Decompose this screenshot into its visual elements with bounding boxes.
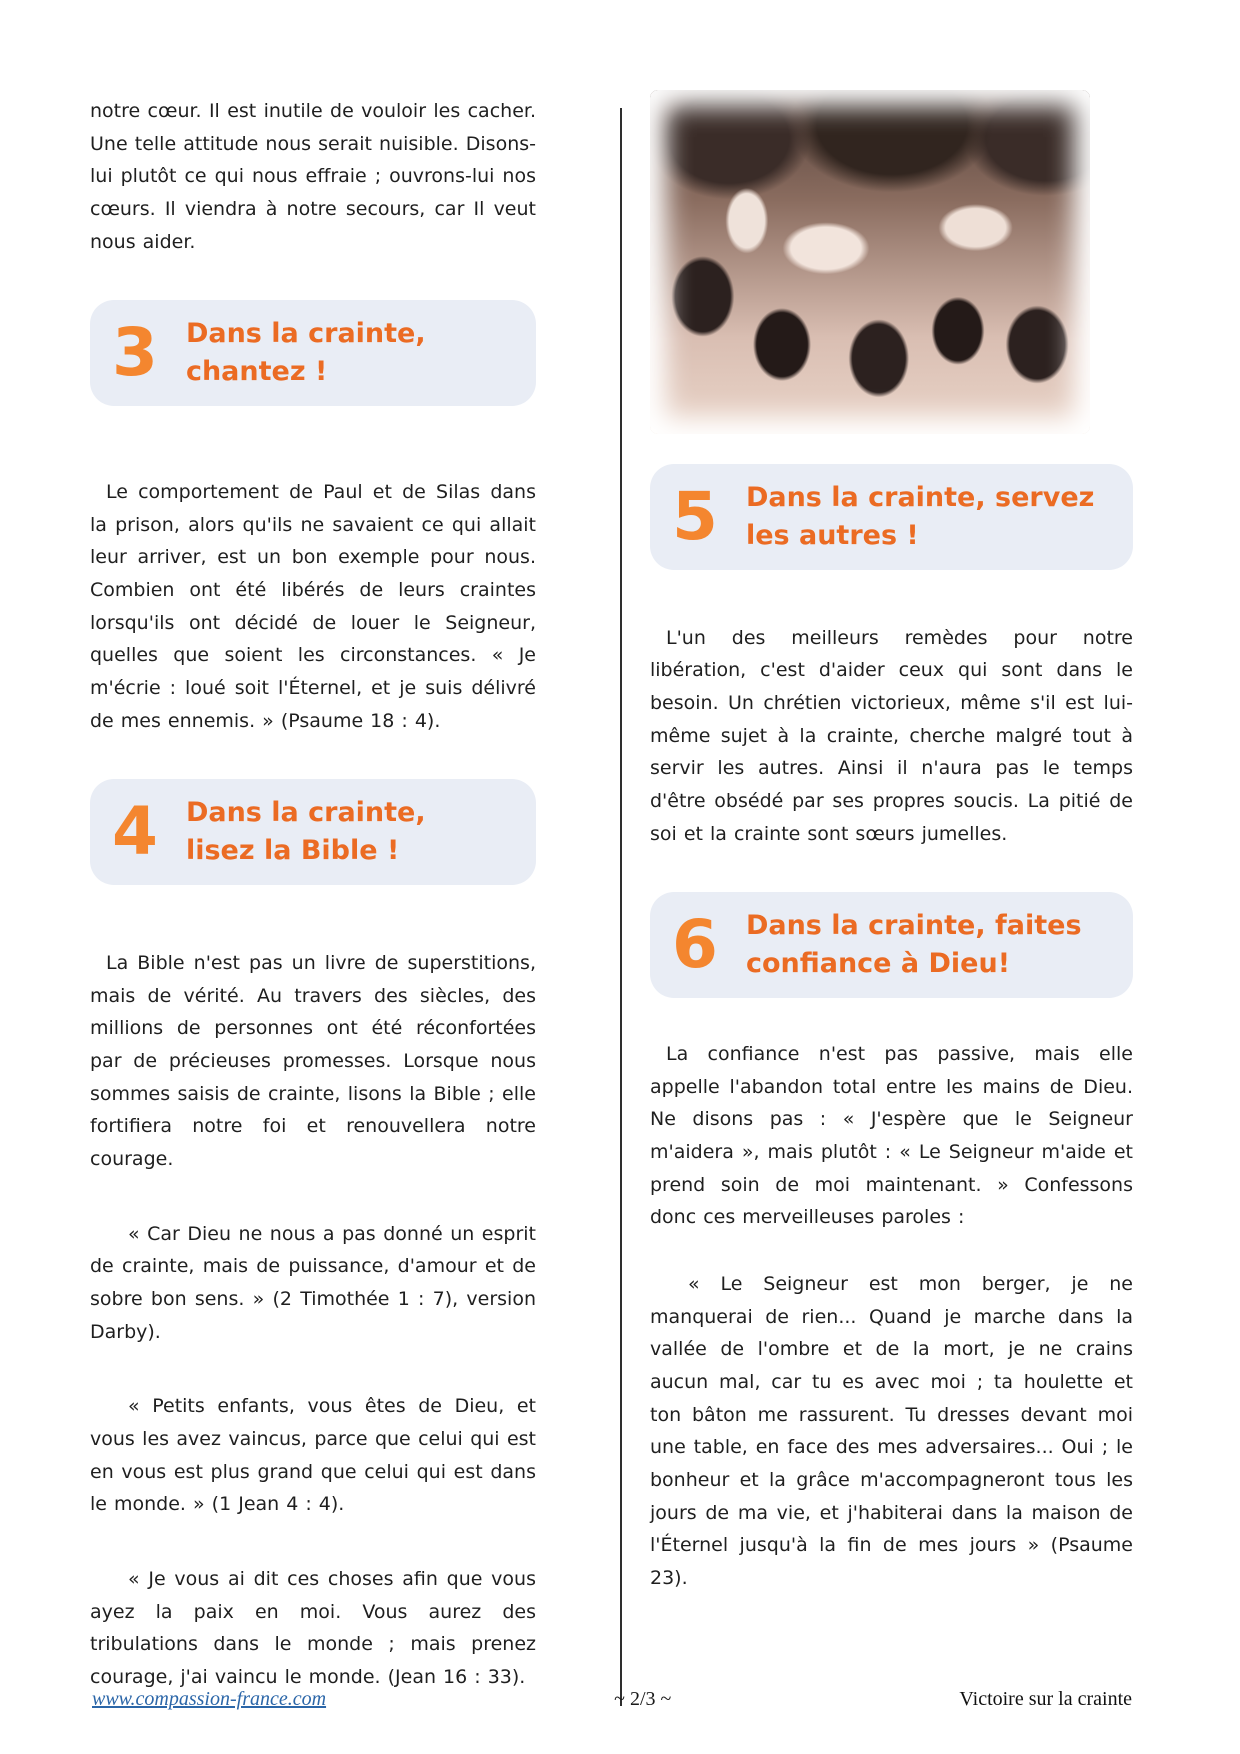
section-title-5-line2: les autres ! xyxy=(745,519,919,551)
body-paragraph: La Bible n'est pas un livre de superstitions, mais de vérité. Au travers des siècles, des millions de personnes ont été réconfortées par de précieuses promesses. Lorsque nous sommes saisis de crainte, lisons la Bible ; elle fortifiera notre foi et renouvellera notre courage. xyxy=(90,951,536,1170)
right-column xyxy=(650,90,1133,1637)
section-title-3 xyxy=(186,315,426,391)
left-column xyxy=(90,95,536,1736)
section-header-4 xyxy=(90,779,536,885)
intro-paragraph: notre cœur. Il est inutile de vouloir les cacher. Une telle attitude nous serait nuisible. Disons-lui plutôt ce qui nous effraie ; ouvrons-lui nos cœurs. Il viendra à notre secours, car Il veut nous aider. xyxy=(90,100,536,253)
section-number-3: 3 xyxy=(112,314,158,392)
body-paragraph: Le comportement de Paul et de Silas dans la prison, alors qu'ils ne savaient ce qui allait leur arriver, est un bon exemple pour nous. Combien ont été libérés de leurs craintes lorsqu'ils ont décidé de louer le Seigneur, quelles que soient les circonstances. « Je m'écrie : loué soit l'Éternel, et je suis délivré de mes ennemis. » (Psaume 18 : 4). xyxy=(90,480,536,732)
quote-paragraph: « Je vous ai dit ces choses afin que vous ayez la paix en moi. Vous aurez des tribulations dans le monde ; mais prenez courage, j'ai vaincu le monde. (Jean 16 : 33). xyxy=(90,1568,536,1689)
section-title-6 xyxy=(746,907,1082,983)
section-title-6-line2: confiance à Dieu! xyxy=(745,948,1011,980)
document-title: Victoire sur la crainte xyxy=(959,1688,1132,1710)
section-title-4 xyxy=(186,794,426,870)
section-title-4-line2: lisez la Bible ! xyxy=(185,835,400,867)
column-divider xyxy=(620,108,622,1706)
quote-paragraph: « Le Seigneur est mon berger, je ne manquerai de rien... Quand je marche dans la vallée de l'ombre et de la mort, je ne crains aucun mal, car tu es avec moi ; ta houlette et ton bâton me rassurent. Tu dresses devant moi une table, en face des mes adversaires... Oui ; le bonheur et la grâce m'accompagneront tous les jours de ma vie, et j'habiterai dans la maison de l'Éternel jusqu'à la fin de mes jours » (Psaume 23). xyxy=(650,1272,1133,1589)
section-title-4-line1: Dans la crainte, xyxy=(185,797,426,829)
section-title-3-line1: Dans la crainte, xyxy=(185,318,426,350)
section-title-6-line1: Dans la crainte, faites xyxy=(745,910,1082,942)
section-number-4: 4 xyxy=(112,793,158,871)
section-header-5 xyxy=(650,464,1133,570)
quote-paragraph: « Petits enfants, vous êtes de Dieu, et vous les avez vaincus, parce que celui qui est en vous est plus grand que celui qui est dans le monde. » (1 Jean 4 : 4). xyxy=(90,1395,536,1516)
body-paragraph: La confiance n'est pas passive, mais elle appelle l'abandon total entre les mains de Dieu. Ne disons pas : « J'espère que le Seigneur m'aidera », mais plutôt : « Le Seigneur m'aide et prend soin de moi maintenant. » Confessons donc ces merveilleuses paroles : xyxy=(650,1042,1133,1229)
page-number: ~ 2/3 ~ xyxy=(614,1688,672,1710)
section-number-6: 6 xyxy=(672,906,718,984)
section-header-6 xyxy=(650,892,1133,998)
crowd-photo xyxy=(650,90,1090,434)
quote-paragraph: « Car Dieu ne nous a pas donné un esprit de crainte, mais de puissance, d'amour et de sobre bon sens. » (2 Timothée 1 : 7), version Darby). xyxy=(90,1222,536,1343)
section-header-3 xyxy=(90,300,536,406)
section-title-5 xyxy=(746,479,1094,555)
footer xyxy=(92,1688,1132,1711)
section-title-5-line1: Dans la crainte, servez xyxy=(745,482,1095,513)
website-link[interactable]: www.compassion-france.com xyxy=(92,1688,327,1710)
body-paragraph: L'un des meilleurs remèdes pour notre libération, c'est d'aider ceux qui sont dans le besoin. Un chrétien victorieux, même s'il est lui-même sujet à la crainte, cherche malgré tout à servir les autres. Ainsi il n'aura pas le temps d'être obsédé par ses propres soucis. La pitié de soi et la crainte sont sœurs jumelles. xyxy=(650,626,1133,845)
section-number-5: 5 xyxy=(672,477,718,555)
section-title-3-line2: chantez ! xyxy=(185,356,328,388)
